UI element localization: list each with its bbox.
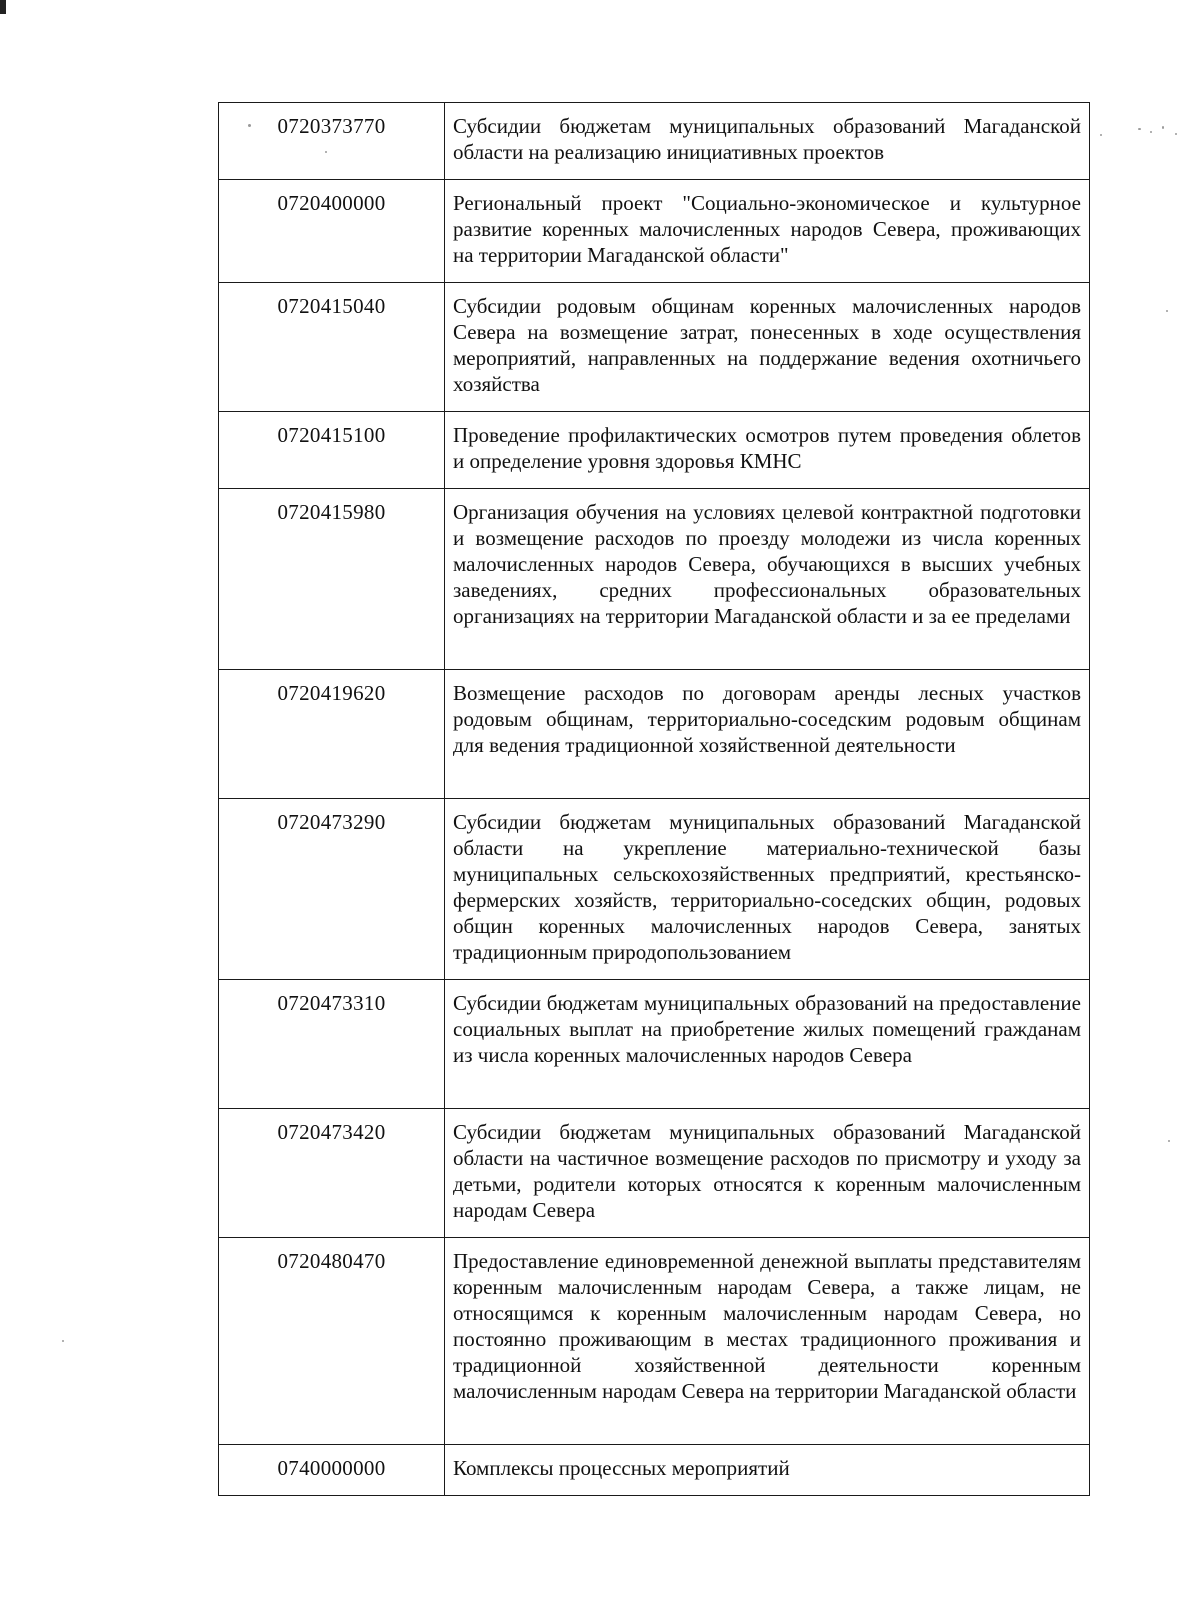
code-cell: 0720473310	[219, 980, 445, 1109]
code-cell: 0720480470	[219, 1238, 445, 1445]
description-cell: Организация обучения на условиях целевой контрактной подготовки и возмещение расходов по проезду молодежи из числа коренных малочисленных народов Севера, обучающихся в высших учебных заведениях, средних профессиональных образовательных организациях на территории Магаданской области и за ее пределами	[445, 489, 1090, 670]
table-row	[219, 1445, 1090, 1496]
code-cell: 0720473290	[219, 799, 445, 980]
scan-speck	[1162, 126, 1164, 129]
scan-speck	[1166, 310, 1168, 312]
table-row	[219, 103, 1090, 180]
description-cell: Возмещение расходов по договорам аренды лесных участков родовым общинам, территориально-соседским родовым общинам для ведения традиционной хозяйственной деятельности	[445, 670, 1090, 799]
table-row	[219, 180, 1090, 283]
description-cell: Субсидии бюджетам муниципальных образований Магаданской области на реализацию инициативных проектов	[445, 103, 1090, 180]
description-cell: Проведение профилактических осмотров путем проведения облетов и определение уровня здоровья КМНС	[445, 412, 1090, 489]
code-cell: 0720473420	[219, 1109, 445, 1238]
table-row	[219, 980, 1090, 1109]
code-cell: 0740000000	[219, 1445, 445, 1496]
code-cell: 0720415040	[219, 283, 445, 412]
description-cell: Субсидии бюджетам муниципальных образований Магаданской области на частичное возмещение расходов по присмотру и уходу за детьми, родители которых относятся к коренным малочисленным народам Севера	[445, 1109, 1090, 1238]
scan-speck	[1175, 133, 1177, 135]
budget-codes-table	[218, 102, 1090, 1496]
code-cell: 0720400000	[219, 180, 445, 283]
description-cell: Субсидии бюджетам муниципальных образований на предоставление социальных выплат на приобретение жилых помещений гражданам из числа коренных малочисленных народов Севера	[445, 980, 1090, 1109]
scan-speck	[1138, 128, 1141, 130]
description-cell: Предоставление единовременной денежной выплаты представителям коренным малочисленным народам Севера, а также лицам, не относящимся к коренным малочисленным народам Севера, но постоянно проживающим в местах традиционного проживания и традиционной хозяйственной деятельности коренным малочисленным народам Севера на территории Магаданской области	[445, 1238, 1090, 1445]
code-cell: 0720373770	[219, 103, 445, 180]
code-cell: 0720415980	[219, 489, 445, 670]
table-row	[219, 412, 1090, 489]
description-cell: Комплексы процессных мероприятий	[445, 1445, 1090, 1496]
scan-speck	[1100, 134, 1102, 136]
table-row	[219, 283, 1090, 412]
table-row	[219, 1238, 1090, 1445]
code-cell: 0720419620	[219, 670, 445, 799]
table-row	[219, 799, 1090, 980]
scan-speck	[1168, 1140, 1170, 1142]
table-row	[219, 1109, 1090, 1238]
scan-edge-mark	[0, 0, 6, 14]
scan-speck	[62, 1340, 64, 1342]
description-cell: Региональный проект "Социально-экономическое и культурное развитие коренных малочисленных народов Севера, проживающих на территории Магаданской области"	[445, 180, 1090, 283]
table-row	[219, 670, 1090, 799]
scan-speck	[1150, 131, 1152, 133]
table-row	[219, 489, 1090, 670]
description-cell: Субсидии бюджетам муниципальных образований Магаданской области на укрепление материально-технической базы муниципальных сельскохозяйственных предприятий, крестьянско-фермерских хозяйств, территориально-соседских общин, родовых общин коренных малочисленных народов Севера, занятых традиционным природопользованием	[445, 799, 1090, 980]
description-cell: Субсидии родовым общинам коренных малочисленных народов Севера на возмещение затрат, понесенных в ходе осуществления мероприятий, направленных на поддержание ведения охотничьего хозяйства	[445, 283, 1090, 412]
code-cell: 0720415100	[219, 412, 445, 489]
